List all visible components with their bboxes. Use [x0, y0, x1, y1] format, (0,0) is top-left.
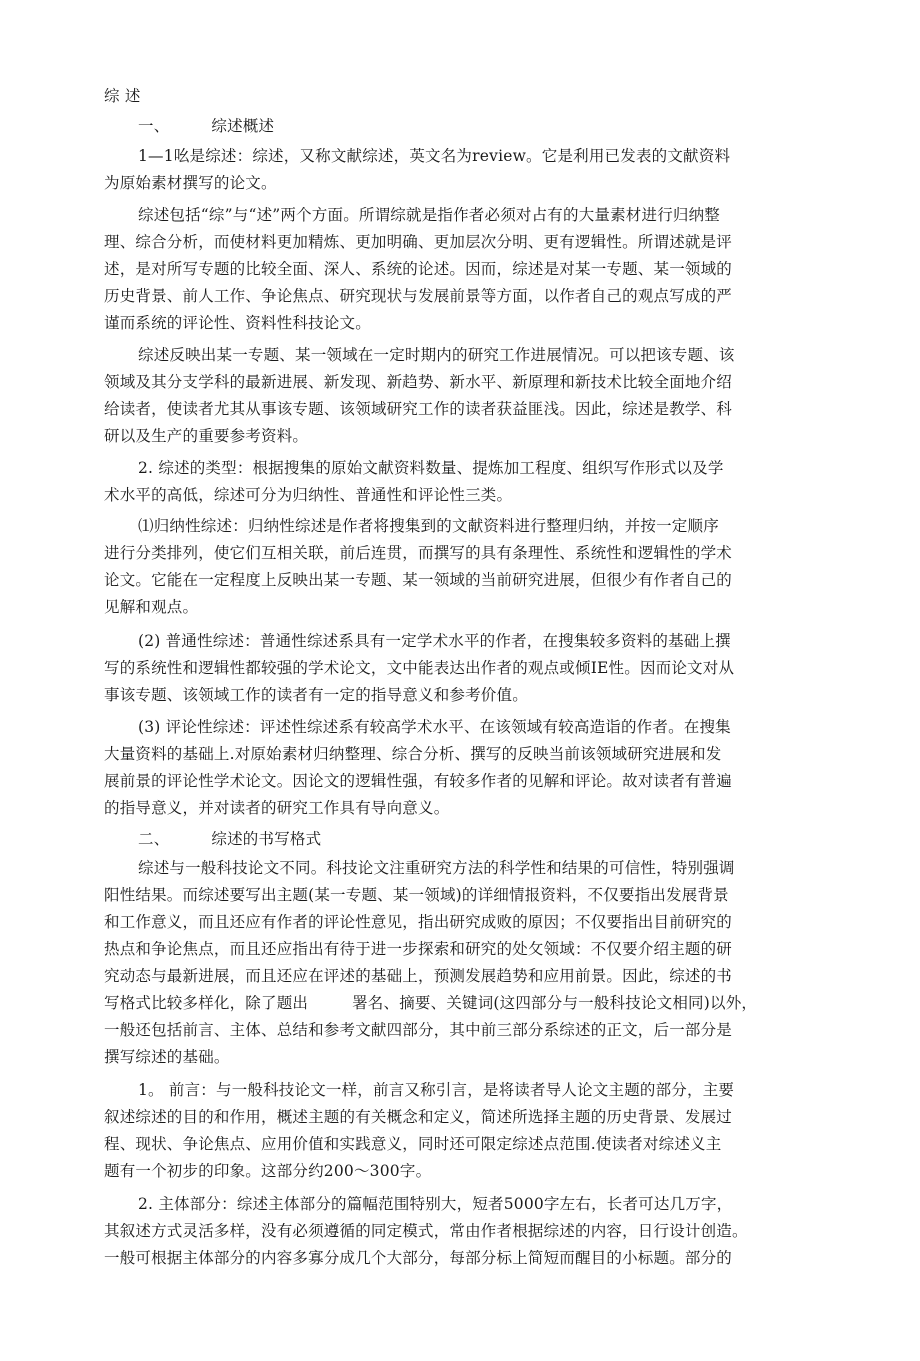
text-line: 2. 主体部分：综述主体部分的篇幅范围特别大，短者5000字左右，长者可达几万字， [138, 1195, 733, 1213]
text-line: 见解和观点。 [104, 598, 199, 616]
text-line: 写的系统性和逻辑性都较强的学术论文，文中能表达出作者的观点或倾IE性。因而论文对从 [104, 659, 735, 677]
document-title: 综 述 [104, 87, 141, 105]
text-line: 热点和争论焦点，而且还应指出有待于进一步探索和研究的处攵领域：不仅要介绍主题的研 [104, 940, 733, 958]
text-line: 1。 前言：与一般科技论文一样，前言又称引言，是将读者导人论文主题的部分，主要 [138, 1081, 735, 1099]
text-line: 叙述综述的目的和作用，概述主题的有关概念和定义，简述所选择主题的历史背景、发展过 [104, 1108, 733, 1126]
text-line: 撰写综述的基础。 [104, 1048, 230, 1066]
text-line: 历史背景、前人工作、争论焦点、研究现状与发展前景等方面，以作者自己的观点写成的严 [104, 287, 733, 305]
text-line: (2) 普通性综述：普通性综述系具有一定学术水平的作者，在搜集较多资料的基础上撰 [138, 632, 731, 650]
text-line: 的指导意义，并对读者的研究工作具有导向意义。 [104, 799, 450, 817]
text-line: 研以及生产的重要参考资料。 [104, 427, 309, 445]
text-line: 综述反映出某一专题、某一领域在一定时期内的研究工作进展情况。可以把该专题、该 [138, 346, 735, 364]
text-line: 程、现状、争论焦点、应用价值和实践意义，同时还可限定综述点范围.使读者对综述义主 [104, 1135, 722, 1153]
text-line: 述，是对所写专题的比较全面、深人、系统的论述。因而，综述是对某一专题、某一领域的 [104, 260, 733, 278]
section-number: 二、 [138, 830, 170, 848]
text-line: 究动态与最新进展，而且还应在评述的基础上，预测发展趋势和应用前景。因此，综述的书 [104, 967, 733, 985]
section-heading-1 [138, 116, 274, 136]
text-line: ⑴归纳性综述：归纳性综述是作者将搜集到的文献资料进行整理归纳，并按一定顺序 [138, 517, 719, 535]
text-line: 综述包括“综”与“述”两个方面。所谓综就是指作者必须对占有的大量素材进行归纳整 [138, 206, 720, 224]
text-line: 1—1吆是综述：综述，又称文献综述，英文名为review。它是利用已发表的文献资料 [138, 147, 731, 165]
text-line: 谨而系统的评论性、资料性科技论文。 [104, 314, 371, 332]
text-line: 领域及其分支学科的最新进展、新发现、新趋势、新水平、新原理和新技术比较全面地介绍 [104, 373, 733, 391]
text-line: 综述与一般科技论文不同。科技论文注重研究方法的科学性和结果的可信性，特别强调 [138, 859, 735, 877]
text-line: 题有一个初步的印象。这部分约200～300字。 [104, 1162, 432, 1180]
text-line: 和工作意义，而且还应有作者的评论性意见，指出研究成败的原因；不仅要指出目前研究的 [104, 913, 733, 931]
text-segment: 署名、摘要、关键词(这四部分与一般科技论文相同)以外， [352, 994, 758, 1012]
section-title: 综述概述 [211, 117, 275, 135]
text-line: 进行分类排列，使它们互相关联，前后连贯，而撰写的具有条理性、系统性和逻辑性的学术 [104, 544, 733, 562]
text-line [104, 993, 757, 1013]
text-line: 其叙述方式灵活多样，没有必须遵循的同定模式，常由作者根据综述的内容，日行设计创造。 [104, 1222, 748, 1240]
text-line: 阳性结果。而综述要写出主题(某一专题、某一领域)的详细情报资料，不仅要指出发展背景 [104, 886, 729, 904]
text-line: 事该专题、该领域工作的读者有一定的指导意义和参考价值。 [104, 686, 528, 704]
text-line: 为原始素材撰写的论文。 [104, 174, 277, 192]
text-line: 2. 综述的类型：根据搜集的原始文献资料数量、提炼加工程度、组织写作形式以及学 [138, 459, 724, 477]
text-line: 大量资料的基础上.对原始素材归纳整理、综合分析、撰写的反映当前该领域研究进展和发 [104, 745, 722, 763]
text-line: 一般可根据主体部分的内容多寡分成几个大部分，每部分标上简短而醒目的小标题。部分的 [104, 1249, 733, 1267]
section-heading-2 [138, 829, 321, 849]
text-line: 理、综合分析，而使材料更加精炼、更加明确、更加层次分明、更有逻辑性。所谓述就是评 [104, 233, 733, 251]
section-number: 一、 [138, 117, 170, 135]
section-title: 综述的书写格式 [211, 830, 322, 848]
text-segment: 写格式比较多样化，除了题出 [104, 994, 309, 1012]
text-line: (3) 评论性综述：评述性综述系有较高学术水平、在该领域有较高造诣的作者。在搜集 [138, 718, 731, 736]
text-line: 术水平的高低，综述可分为归纳性、普通性和评论性三类。 [104, 486, 513, 504]
text-line: 给读者，使读者尤其从事该专题、该领域研究工作的读者获益匪浅。因此，综述是教学、科 [104, 400, 733, 418]
text-line: 一般还包括前言、主体、总结和参考文献四部分，其中前三部分系综述的正文，后一部分是 [104, 1021, 733, 1039]
text-line: 展前景的评论性学术论文。因论文的逻辑性强，有较多作者的见解和评论。故对读者有普遍 [104, 772, 733, 790]
text-line: 论文。它能在一定程度上反映出某一专题、某一领域的当前研究进展，但很少有作者自己的 [104, 571, 733, 589]
